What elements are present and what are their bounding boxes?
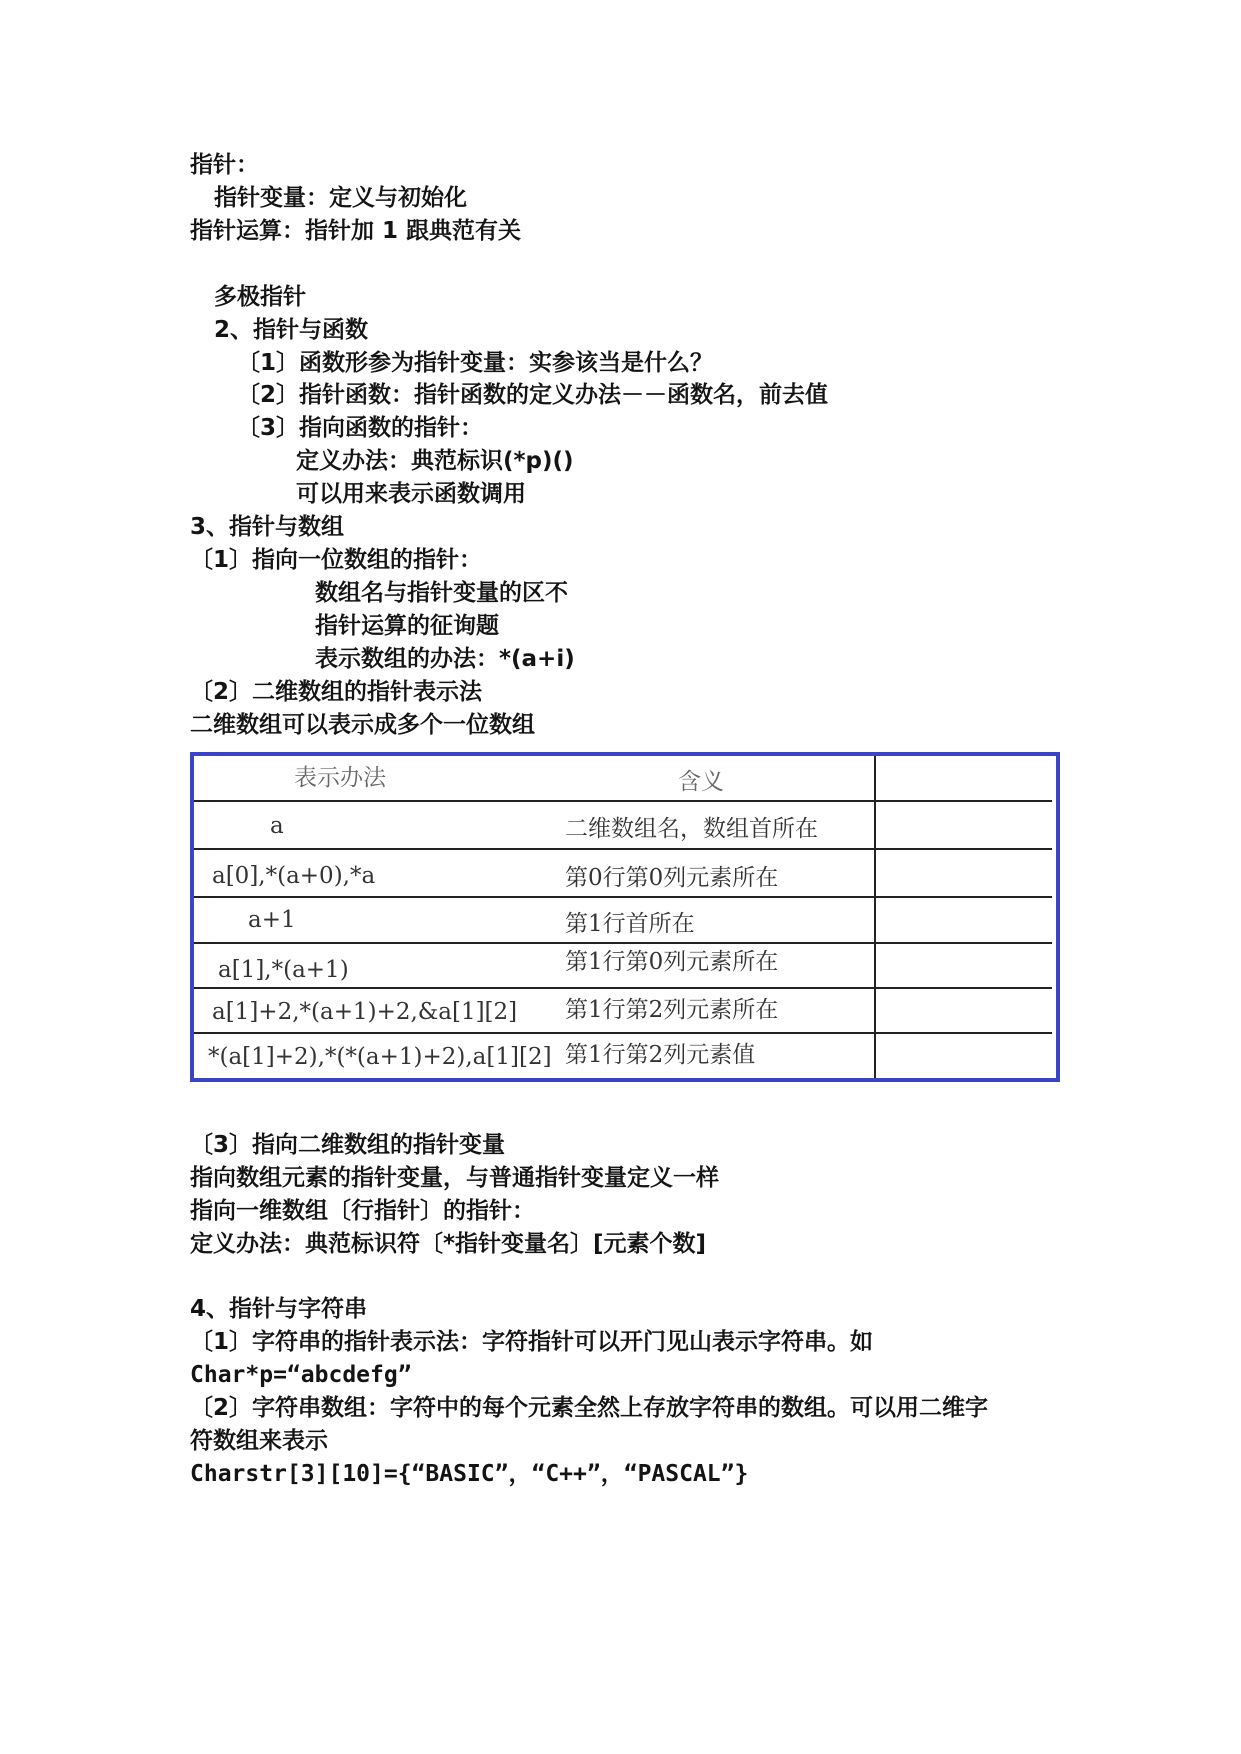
text-line: 定义办法：典范标识(*p)() xyxy=(296,448,574,474)
section-heading: 3、指针与数组 xyxy=(190,514,345,540)
text-line: 定义办法：典范标识符〔*指针变量名〕[元素个数] xyxy=(190,1231,707,1257)
text-line: 〔3〕指向函数的指针： xyxy=(237,415,484,441)
text-line: 指针运算的征询题 xyxy=(315,613,499,639)
table-cell: 第0行第0列元素所在 xyxy=(565,865,779,891)
text-line: 数组名与指针变量的区不 xyxy=(315,580,568,606)
table-header: 含义 xyxy=(678,769,724,795)
text-line: 〔1〕指向一位数组的指针： xyxy=(190,547,483,573)
table-cell: a[0],*(a+0),*a xyxy=(212,863,376,889)
text-line: 指向数组元素的指针变量，与普通指针变量定义一样 xyxy=(190,1165,719,1191)
table-cell: 第1行第2列元素所在 xyxy=(565,997,779,1023)
text-line: 〔2〕二维数组的指针表示法 xyxy=(190,679,483,705)
text-line: 指针变量：定义与初始化 xyxy=(214,185,467,211)
table-divider xyxy=(194,1032,1052,1034)
heading-pointer: 指针： xyxy=(190,152,259,178)
table-cell: 第1行第0列元素所在 xyxy=(565,949,779,975)
section-heading: 2、指针与函数 xyxy=(214,317,369,343)
text-line: 二维数组可以表示成多个一位数组 xyxy=(190,712,535,738)
table-divider xyxy=(194,800,1052,802)
table-cell: a[1],*(a+1) xyxy=(218,957,349,983)
table-cell: 二维数组名，数组首所在 xyxy=(565,816,818,842)
pointer-table xyxy=(190,752,1060,1082)
table-divider xyxy=(194,896,1052,898)
text-line: 指针运算：指针加 1 跟典范有关 xyxy=(190,218,522,244)
text-line: 符数组来表示 xyxy=(190,1428,328,1454)
section-heading: 4、指针与字符串 xyxy=(190,1296,368,1322)
text-line: 〔2〕指针函数：指针函数的定义办法－－函数名，前去值 xyxy=(237,382,829,408)
code-line: Charstr[3][10]={“BASIC”，“C++”，“PASCAL”} xyxy=(190,1461,749,1487)
table-cell: a[1]+2,*(a+1)+2,&a[1][2] xyxy=(212,999,518,1025)
table-cell: a xyxy=(270,813,284,839)
text-line: 多极指针 xyxy=(214,284,306,310)
text-line: 〔1〕函数形参为指针变量：实参该当是什么？ xyxy=(237,350,714,376)
text-line: 可以用来表示函数调用 xyxy=(296,481,526,507)
table-cell: *(a[1]+2),*(*(a+1)+2),a[1][2] xyxy=(208,1044,552,1070)
table-header: 表示办法 xyxy=(294,765,386,791)
table-divider xyxy=(194,987,1052,989)
text-line: 指向一维数组〔行指针〕的指针： xyxy=(190,1198,535,1224)
table-cell: 第1行第2列元素值 xyxy=(565,1042,756,1068)
table-divider xyxy=(194,848,1052,850)
text-line: 〔3〕指向二维数组的指针变量 xyxy=(190,1132,506,1158)
table-cell: 第1行首所在 xyxy=(565,911,695,937)
text-line: 〔2〕字符串数组：字符中的每个元素全然上存放字符串的数组。可以用二维字 xyxy=(190,1395,989,1421)
text-line: 表示数组的办法：*(a+i) xyxy=(315,646,575,672)
text-line: 〔1〕字符串的指针表示法：字符指针可以开门见山表示字符串。如 xyxy=(190,1329,874,1355)
table-divider xyxy=(194,942,1052,944)
table-divider xyxy=(874,756,876,1078)
table-cell: a+1 xyxy=(248,907,296,933)
code-line: Char*p=“abcdefg” xyxy=(190,1362,412,1388)
